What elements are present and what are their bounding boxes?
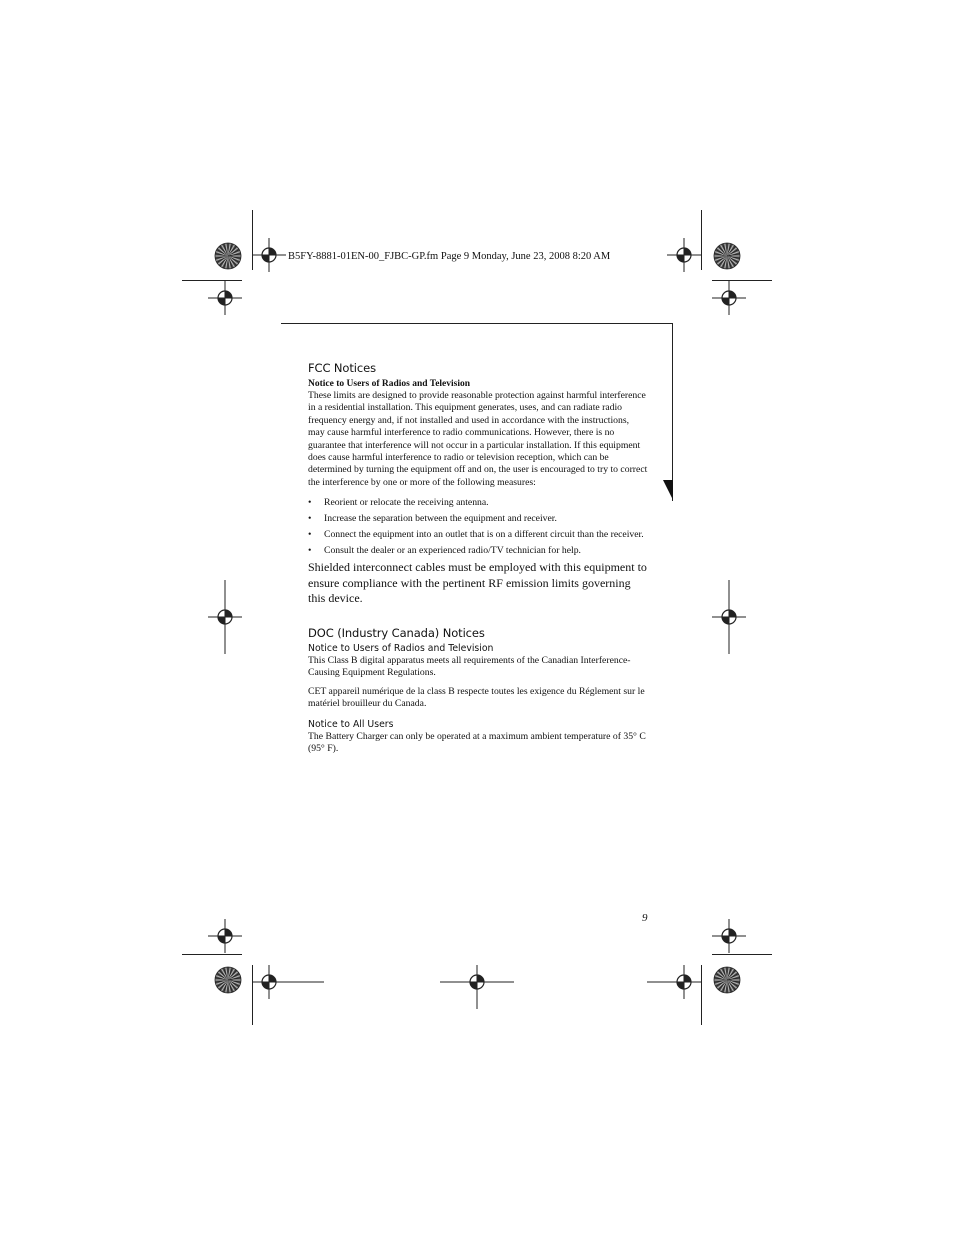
crop-line — [182, 954, 242, 955]
registration-crosshair-icon — [208, 281, 242, 315]
page-right-rule — [672, 323, 673, 501]
slug-line: B5FY-8881-01EN-00_FJBC-GP.fm Page 9 Monday, June 23, 2008 8:20 AM — [288, 251, 611, 262]
bullet-icon: • — [308, 544, 312, 556]
registration-crosshair-icon — [712, 919, 746, 953]
page-corner-triangle-icon — [663, 480, 673, 500]
crop-line — [701, 210, 702, 270]
all-users-paragraph: The Battery Charger can only be operated at a maximum ambient temperature of 35° C (95° F). — [308, 730, 646, 754]
page-content — [308, 361, 648, 755]
doc-paragraph-en: This Class B digital apparatus meets all requirements of the Canadian Interference-Causing Equipment Regulations. — [308, 654, 631, 679]
doc-subheading: Notice to Users of Radios and Television — [308, 642, 494, 654]
all-users-heading: Notice to All Users — [308, 718, 394, 730]
bullet-icon: • — [308, 497, 312, 509]
list-item-text: Consult the dealer or an experienced radio/TV technician for help. — [324, 544, 581, 556]
bullet-icon: • — [308, 513, 312, 525]
list-item — [308, 513, 648, 525]
doc-heading: DOC (Industry Canada) Notices — [308, 625, 485, 640]
registration-crosshair-icon — [712, 281, 746, 315]
registration-crosshair-icon — [712, 600, 746, 634]
registration-crosshair-icon — [667, 238, 701, 272]
page-top-rule — [281, 323, 673, 324]
starburst-registration-icon — [713, 966, 741, 994]
crop-line — [701, 965, 702, 1025]
registration-crosshair-icon — [208, 600, 242, 634]
registration-crosshair-icon — [667, 965, 701, 999]
bullet-icon: • — [308, 528, 312, 540]
fcc-measures-list — [308, 497, 648, 557]
registration-crosshair-icon — [460, 965, 494, 999]
registration-crosshair-icon — [252, 238, 286, 272]
starburst-registration-icon — [214, 242, 242, 270]
registration-crosshair-icon — [252, 965, 286, 999]
fcc-heading: FCC Notices — [308, 361, 376, 375]
registration-crosshair-icon — [208, 919, 242, 953]
list-item — [308, 529, 648, 541]
crop-line — [712, 954, 772, 955]
shielded-cable-note: Shielded interconnect cables must be employed with this equipment to ensure compliance with the pertinent RF emission limits governing this device. — [308, 560, 647, 606]
doc-paragraph-fr: CET appareil numérique de la class B respecte toutes les exigence du Réglement sur le matériel brouilleur du Canada. — [308, 685, 645, 710]
starburst-registration-icon — [713, 242, 741, 270]
starburst-registration-icon — [214, 966, 242, 994]
list-item — [308, 545, 648, 557]
page-number: 9 — [642, 912, 648, 924]
list-item — [308, 497, 648, 509]
fcc-subheading: Notice to Users of Radios and Television — [308, 379, 471, 389]
list-item-text: Connect the equipment into an outlet that is on a different circuit than the receiver. — [324, 528, 644, 540]
list-item-text: Increase the separation between the equipment and receiver. — [324, 513, 557, 525]
list-item-text: Reorient or relocate the receiving antenna. — [324, 497, 489, 509]
fcc-paragraph: These limits are designed to provide reasonable protection against harmful interference in a residential installation. This equipment generates, uses, and can radiate radio frequency energy and, if not installed and used in accordance with the instructions, may cause harmful interference to radio communications. However, there is no guarantee that interference will not occur in a particular installation. If this equipment does cause harmful interference to radio or television reception, which can be determined by turning the equipment off and on, the user is encouraged to try to correct the interference by one or more of the following measures: — [308, 390, 648, 488]
